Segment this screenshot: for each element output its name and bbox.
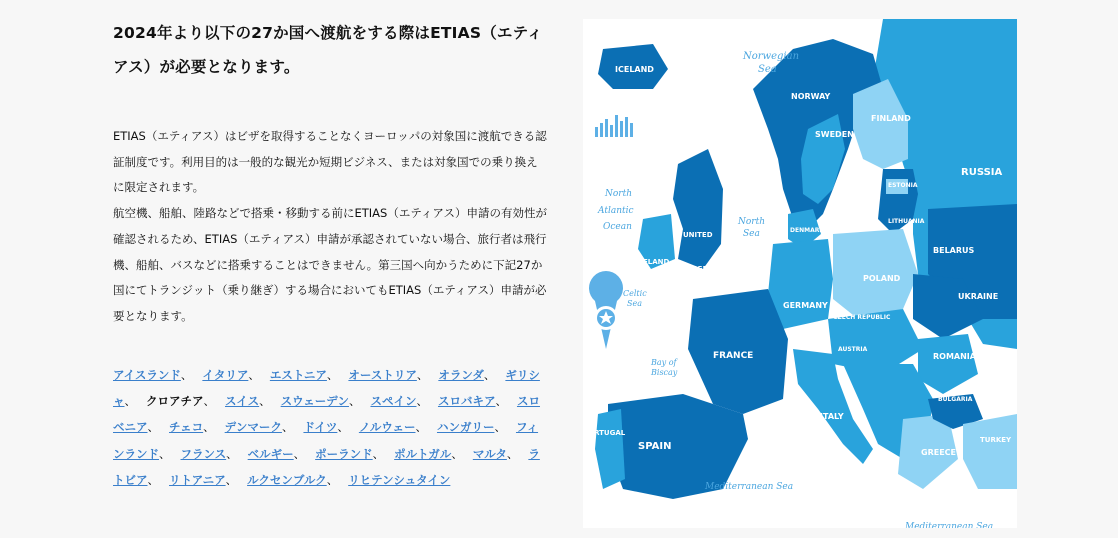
country-separator: 、 bbox=[326, 473, 339, 488]
country-separator: 、 bbox=[483, 367, 496, 382]
country-separator: 、 bbox=[495, 394, 507, 409]
country-separator: 、 bbox=[337, 420, 349, 435]
country-link[interactable]: リヒテンシュタイン bbox=[348, 473, 451, 488]
country-link[interactable]: ギリシャ bbox=[113, 367, 540, 409]
svg-text:Norwegian: Norwegian bbox=[743, 51, 800, 62]
country-separator: 、 bbox=[248, 367, 260, 382]
country-link[interactable]: ポーランド bbox=[315, 446, 373, 461]
country-link[interactable]: ベルギー bbox=[247, 446, 294, 461]
svg-text:GERMANY: GERMANY bbox=[783, 301, 828, 310]
svg-text:SWEDEN: SWEDEN bbox=[815, 130, 854, 139]
svg-text:UKRAINE: UKRAINE bbox=[958, 292, 999, 301]
svg-text:DENMARK: DENMARK bbox=[790, 227, 824, 234]
country-link[interactable]: オランダ bbox=[438, 367, 484, 382]
svg-text:KINGDOM: KINGDOM bbox=[683, 265, 722, 273]
country-separator: 、 bbox=[203, 420, 215, 435]
svg-text:Sea: Sea bbox=[743, 229, 760, 239]
country-link[interactable]: デンマーク bbox=[224, 420, 282, 435]
country-link[interactable]: アイスランド bbox=[113, 367, 181, 382]
content-column bbox=[113, 16, 547, 494]
country-separator: 、 bbox=[147, 473, 159, 488]
country-link[interactable]: チェコ bbox=[169, 420, 204, 435]
svg-text:FRANCE: FRANCE bbox=[713, 351, 754, 361]
svg-text:ROMANIA: ROMANIA bbox=[933, 352, 976, 361]
svg-text:BELARUS: BELARUS bbox=[933, 246, 975, 255]
svg-text:NORWAY: NORWAY bbox=[791, 92, 831, 101]
country-separator: 、 bbox=[180, 367, 193, 382]
svg-text:Biscay: Biscay bbox=[651, 368, 678, 377]
country-link[interactable]: ノルウェー bbox=[358, 420, 416, 435]
country-link[interactable]: オーストリア bbox=[348, 367, 417, 382]
country-link[interactable]: マルタ bbox=[472, 446, 507, 461]
country-link[interactable]: スペイン bbox=[370, 394, 417, 409]
country-separator: 、 bbox=[416, 367, 429, 382]
country-link[interactable]: スウェーデン bbox=[280, 394, 349, 409]
europe-map bbox=[583, 19, 1017, 528]
europe-map-image bbox=[583, 19, 1017, 528]
svg-text:SPAIN: SPAIN bbox=[638, 441, 672, 452]
country-separator: 、 bbox=[147, 420, 159, 435]
svg-text:LITHUANIA: LITHUANIA bbox=[888, 218, 925, 225]
country-separator: 、 bbox=[326, 367, 339, 382]
svg-text:ESTONIA: ESTONIA bbox=[888, 182, 918, 189]
country-link[interactable]: スロベニア bbox=[113, 394, 540, 435]
country-link[interactable]: ラトビア bbox=[113, 446, 540, 488]
svg-text:Sea: Sea bbox=[627, 299, 642, 308]
country-link[interactable]: フィンランド bbox=[113, 420, 539, 461]
country-separator: 、 bbox=[124, 394, 136, 409]
svg-text:Sea: Sea bbox=[758, 64, 777, 75]
svg-text:GREECE: GREECE bbox=[921, 448, 956, 457]
country-separator: 、 bbox=[506, 446, 519, 461]
svg-text:Ocean: Ocean bbox=[603, 222, 632, 232]
country-link[interactable]: イタリア bbox=[202, 367, 249, 382]
country-separator: 、 bbox=[225, 473, 238, 488]
country-separator: 、 bbox=[451, 446, 463, 461]
svg-text:Bay of: Bay of bbox=[651, 358, 677, 367]
svg-text:Atlantic: Atlantic bbox=[598, 206, 634, 216]
country-separator: 、 bbox=[281, 420, 294, 435]
svg-text:TURKEY: TURKEY bbox=[980, 436, 1012, 444]
page-heading: 2024年より以下の27か国へ渡航をする際はETIAS（エティアス）が必要となります。 bbox=[113, 24, 543, 76]
svg-text:RUSSIA: RUSSIA bbox=[961, 167, 1003, 178]
country-separator: 、 bbox=[259, 394, 271, 409]
svg-text:Celtic: Celtic bbox=[623, 289, 647, 298]
svg-text:PORTUGAL: PORTUGAL bbox=[583, 429, 626, 437]
country-separator: 、 bbox=[226, 446, 238, 461]
country-link[interactable]: エストニア bbox=[269, 367, 327, 382]
svg-text:FINLAND: FINLAND bbox=[871, 114, 911, 123]
country-link[interactable]: ドイツ bbox=[303, 420, 338, 435]
svg-text:North: North bbox=[738, 217, 766, 227]
description-paragraph-1: ETIAS（エティアス）はビザを取得することなくヨーロッパの対象国に渡航できる認証制度です。利用目的は一般的な観光か短期ビジネス、または対象国での乗り換えに限定されます。 bbox=[113, 129, 547, 195]
country-link: クロアチア bbox=[146, 394, 204, 409]
country-separator: 、 bbox=[293, 446, 306, 461]
svg-text:Mediterranean Sea: Mediterranean Sea bbox=[905, 522, 994, 528]
svg-text:ITALY: ITALY bbox=[820, 412, 844, 421]
country-separator: 、 bbox=[415, 420, 427, 435]
country-separator: 、 bbox=[494, 420, 506, 435]
country-separator: 、 bbox=[348, 394, 361, 409]
svg-text:UNITED: UNITED bbox=[683, 231, 713, 239]
svg-text:North: North bbox=[605, 189, 633, 199]
country-list bbox=[113, 362, 547, 494]
svg-text:BULGARIA: BULGARIA bbox=[938, 396, 973, 403]
svg-text:Mediterranean Sea: Mediterranean Sea bbox=[705, 482, 794, 492]
svg-text:ICELAND: ICELAND bbox=[615, 65, 654, 74]
country-link[interactable]: ルクセンブルク bbox=[247, 473, 327, 488]
country-separator: 、 bbox=[159, 446, 171, 461]
country-separator: 、 bbox=[372, 446, 385, 461]
description-paragraph-2: 航空機、船舶、陸路などで搭乗・移動する前にETIAS（エティアス）申請の有効性が確認されるため、ETIAS（エティアス）申請が承認されていない場合、旅行者は飛行機、船舶、バスなどに搭乗することはできません。第三国へ向かうために下記27か国にてトランジット（乗り継ぎ）する場合においてもETIAS（エティアス）申請が必要となります。 bbox=[113, 206, 547, 323]
country-separator: 、 bbox=[203, 394, 215, 409]
country-link[interactable]: ポルトガル bbox=[394, 446, 452, 461]
country-link[interactable]: ハンガリー bbox=[436, 420, 495, 435]
country-separator: 、 bbox=[416, 394, 428, 409]
svg-text:AUSTRIA: AUSTRIA bbox=[838, 346, 868, 353]
country-link[interactable]: スロバキア bbox=[437, 394, 496, 409]
svg-text:CZECH REPUBLIC: CZECH REPUBLIC bbox=[833, 314, 891, 321]
country-link[interactable]: フランス bbox=[180, 446, 227, 461]
svg-text:POLAND: POLAND bbox=[863, 274, 901, 283]
svg-text:IRELAND: IRELAND bbox=[635, 258, 670, 266]
country-link[interactable]: スイス bbox=[225, 394, 260, 409]
description bbox=[113, 124, 547, 330]
country-link[interactable]: リトアニア bbox=[169, 473, 226, 488]
